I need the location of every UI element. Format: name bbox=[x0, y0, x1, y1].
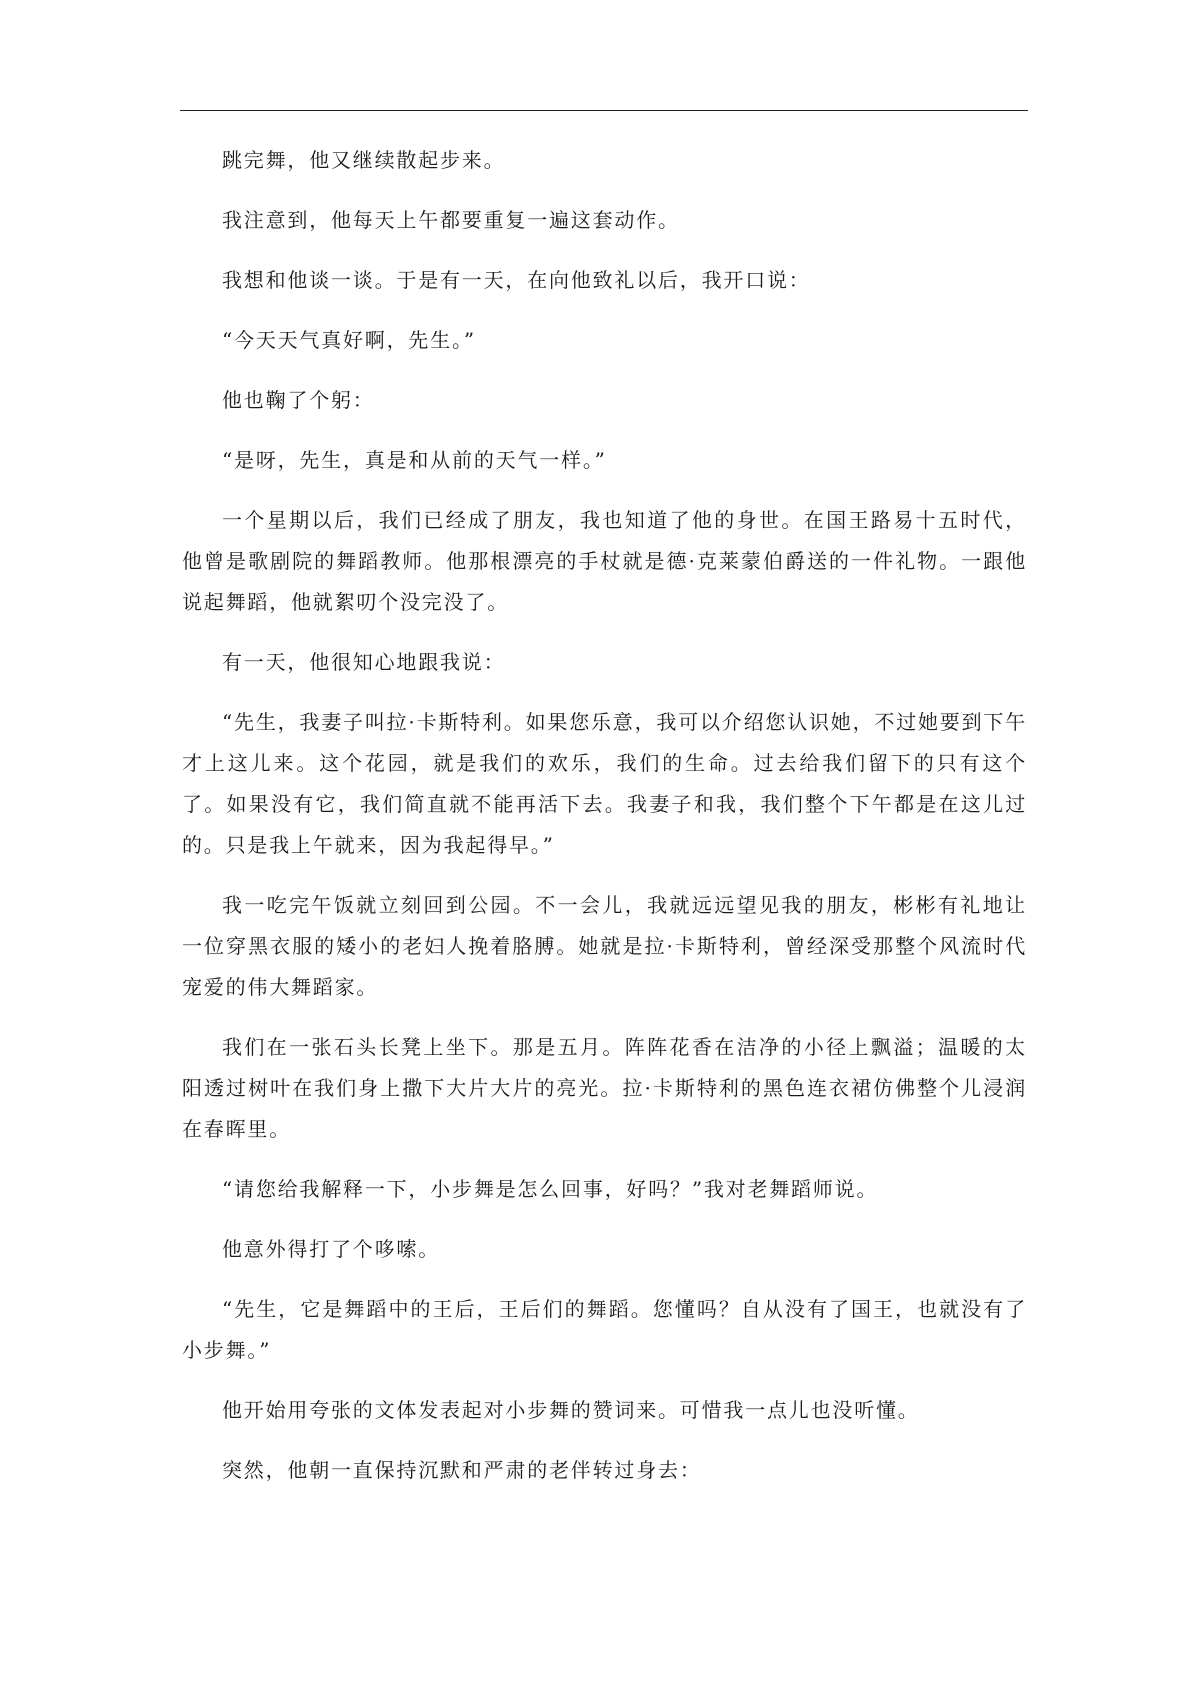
paragraph: 他意外得打了个哆嗦。 bbox=[222, 1237, 440, 1261]
paragraph: “请您给我解释一下，小步舞是怎么回事，好吗？”我对老舞蹈师说。 bbox=[222, 1177, 879, 1201]
paragraph: 我们在一张石头长凳上坐下。那是五月。阵阵花香在洁净的小径上飘溢；温暖的太阳透过树叶在我们身上撒下大片大片的亮光。拉·卡斯特利的黑色连衣裙仿佛整个儿浸润在春晖里。 bbox=[182, 1035, 1027, 1141]
paragraph: “先生，我妻子叫拉·卡斯特利。如果您乐意，我可以介绍您认识她，不过她要到下午才上这儿来。这个花园，就是我们的欢乐，我们的生命。过去给我们留下的只有这个了。如果没有它，我们简直就不能再活下去。我妻子和我，我们整个下午都是在这儿过的。只是我上午就来，因为我起得早。” bbox=[182, 710, 1027, 857]
body-text bbox=[182, 140, 1027, 1510]
paragraph: 我注意到，他每天上午都要重复一遍这套动作。 bbox=[222, 208, 680, 232]
paragraph: 我想和他谈一谈。于是有一天，在向他致礼以后，我开口说： bbox=[222, 268, 811, 292]
paragraph: 他开始用夸张的文体发表起对小步舞的赞词来。可惜我一点儿也没听懂。 bbox=[222, 1398, 920, 1422]
paragraph: 跳完舞，他又继续散起步来。 bbox=[222, 148, 506, 172]
paragraph: “今天天气真好啊，先生。” bbox=[222, 328, 476, 352]
paragraph: “是呀，先生，真是和从前的天气一样。” bbox=[222, 448, 607, 472]
paragraph: 有一天，他很知心地跟我说： bbox=[222, 650, 506, 674]
header-rule bbox=[180, 110, 1028, 111]
paragraph: 我一吃完午饭就立刻回到公园。不一会儿，我就远远望见我的朋友，彬彬有礼地让一位穿黑衣服的矮小的老妇人挽着胳膊。她就是拉·卡斯特利，曾经深受那整个风流时代宠爱的伟大舞蹈家。 bbox=[182, 893, 1027, 999]
paragraph: 他也鞠了个躬： bbox=[222, 388, 375, 412]
paragraph: 一个星期以后，我们已经成了朋友，我也知道了他的身世。在国王路易十五时代，他曾是歌剧院的舞蹈教师。他那根漂亮的手杖就是德·克莱蒙伯爵送的一件礼物。一跟他说起舞蹈，他就絮叨个没完没了。 bbox=[182, 508, 1027, 614]
paragraph: 突然，他朝一直保持沉默和严肃的老伴转过身去： bbox=[222, 1458, 702, 1482]
paragraph: “先生，它是舞蹈中的王后，王后们的舞蹈。您懂吗？自从没有了国王，也就没有了小步舞。” bbox=[182, 1297, 1027, 1362]
